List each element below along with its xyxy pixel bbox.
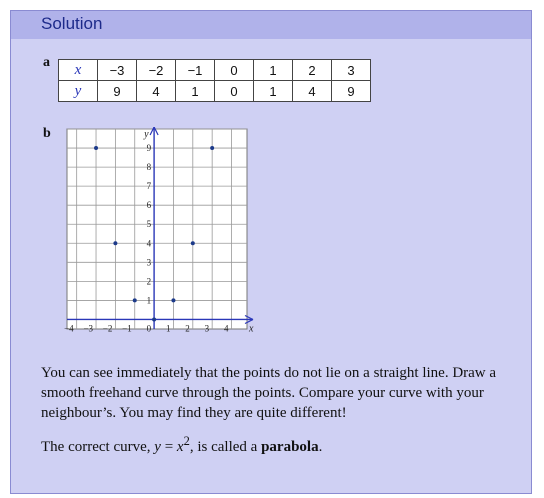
table-header-x: x [59, 60, 98, 81]
solution-header [11, 11, 531, 39]
part-a-label: a [43, 55, 50, 70]
x-tick-label: 2 [185, 323, 190, 334]
table-cell: 1 [254, 60, 293, 81]
table-row-x [59, 60, 371, 81]
table-cell: 9 [98, 81, 137, 102]
table-cell: 4 [293, 81, 332, 102]
data-point [94, 146, 98, 150]
table-cell: −1 [176, 60, 215, 81]
y-tick-label: 3 [146, 257, 152, 268]
y-tick-label: 1 [146, 295, 152, 306]
para2-mid: , is called a [189, 439, 262, 455]
equation-x: x [176, 439, 184, 455]
para2-end: . [318, 439, 323, 455]
table-cell: 0 [215, 60, 254, 81]
table-cell: 9 [332, 81, 371, 102]
equation-y: y [154, 439, 161, 455]
x-tick-label: −1 [122, 323, 132, 334]
paragraph-2 [41, 431, 511, 457]
equation-exponent: 2 [183, 434, 190, 448]
para2-prefix: The correct curve, [41, 439, 155, 455]
y-tick-label: 9 [146, 143, 152, 154]
table-cell: 2 [293, 60, 332, 81]
y-axis-label: y [144, 129, 149, 140]
y-tick-label: 7 [146, 181, 152, 192]
solution-box [10, 10, 532, 494]
table-cell: −3 [98, 60, 137, 81]
x-tick-label: 0 [146, 323, 152, 334]
table-cell: 3 [332, 60, 371, 81]
solution-title: Solution [41, 14, 103, 33]
x-axis-label: x [249, 323, 254, 335]
part-b-label: b [43, 126, 51, 141]
y-tick-label: 8 [146, 162, 152, 173]
y-tick-label: 6 [146, 200, 152, 211]
x-tick-label: −2 [102, 323, 113, 334]
x-tick-label: −4 [64, 323, 74, 334]
graph-background [67, 129, 247, 329]
data-point [171, 298, 175, 302]
table-cell: 4 [137, 81, 176, 102]
data-point [113, 241, 117, 245]
explanation-text [41, 363, 511, 465]
values-table [58, 59, 371, 102]
x-tick-label: 1 [165, 323, 171, 334]
table-cell: 1 [176, 81, 215, 102]
table-cell: −2 [137, 60, 176, 81]
table-header-y: y [59, 81, 98, 102]
x-tick-label: 3 [204, 323, 210, 334]
table-cell: 0 [215, 81, 254, 102]
data-point [191, 241, 195, 245]
table-row-y [59, 81, 371, 102]
y-tick-label: 4 [146, 238, 152, 249]
y-tick-label: 5 [146, 219, 152, 230]
y-tick-label: 2 [146, 276, 152, 287]
data-point [210, 146, 214, 150]
table-cell: 1 [254, 81, 293, 102]
parabola-graph [53, 127, 263, 339]
data-point [133, 298, 137, 302]
parabola-term: parabola [261, 439, 319, 455]
equation-equals: = [160, 439, 177, 455]
x-tick-label: −3 [83, 323, 94, 334]
data-point [152, 317, 156, 321]
paragraph-1: You can see immediately that the points do not lie on a straight line. Draw a smooth freehand curve through the points. Compare your curve with your neighbour’s. You may find they are quite different! [41, 365, 497, 421]
x-tick-label: 4 [224, 323, 229, 334]
